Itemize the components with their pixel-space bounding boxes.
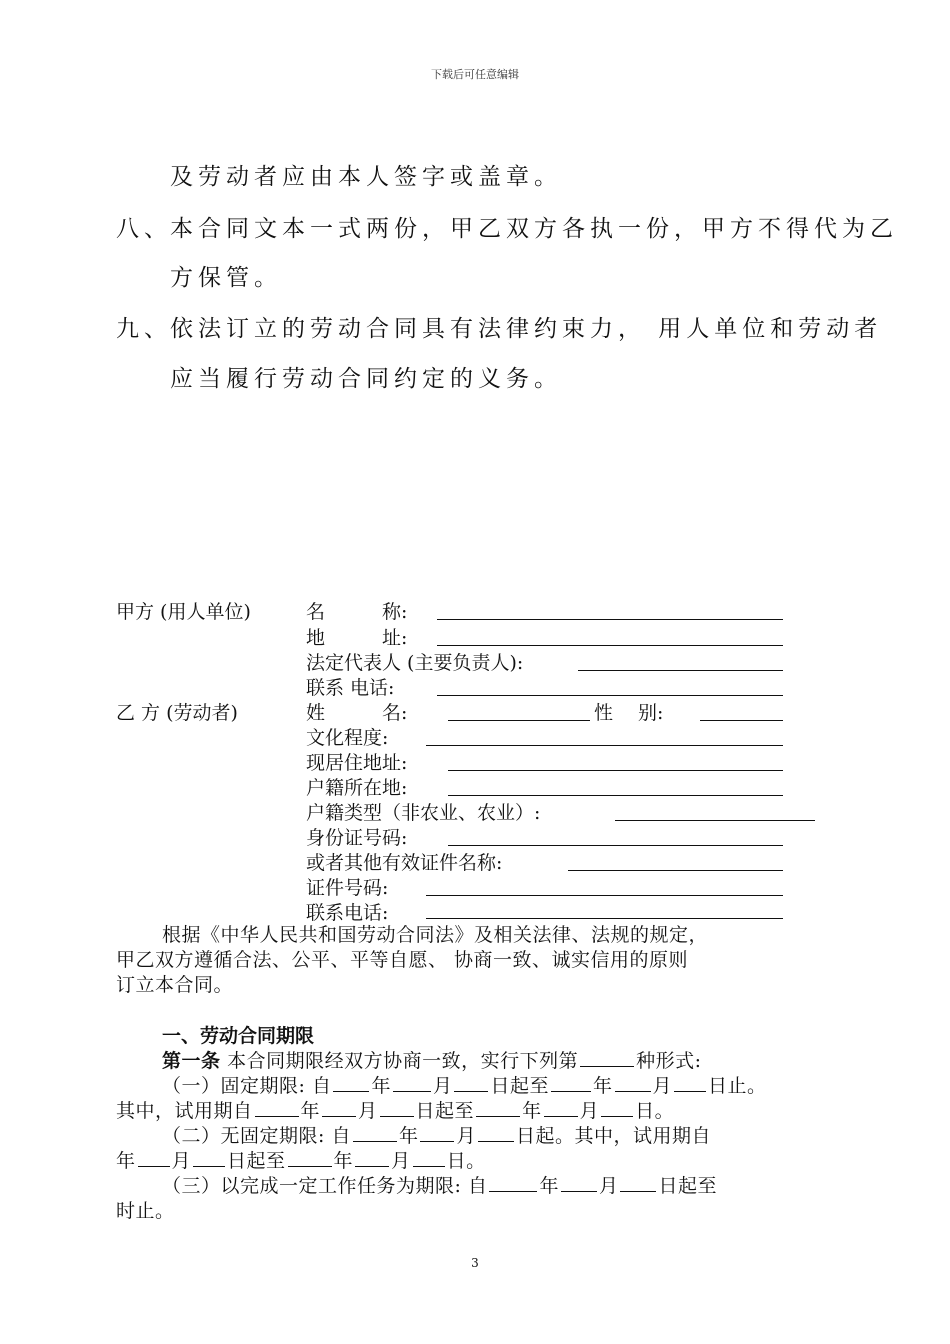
party-b-hukou-type-label: 户籍类型（非农业、农业）:	[306, 802, 541, 824]
section-1-title: 一、劳动合同期限	[162, 1025, 315, 1047]
clause-8-line2: 方保管。	[170, 265, 282, 291]
blank[interactable]	[674, 1073, 706, 1092]
party-a-address-field[interactable]	[437, 645, 783, 646]
party-a-address-label: 地 址:	[306, 627, 408, 649]
party-b-name-label: 姓 名:	[306, 702, 408, 724]
word-month: 月	[579, 1100, 600, 1122]
word-day-from-to: 日起至	[658, 1175, 717, 1197]
word-month: 月	[171, 1150, 192, 1172]
blank[interactable]	[355, 1148, 389, 1167]
trial-text: 其中，试用期自	[574, 1125, 712, 1147]
option-3-line	[162, 1171, 717, 1198]
blank[interactable]	[551, 1073, 591, 1092]
word-year: 年	[116, 1150, 136, 1172]
party-a-legal-rep-field[interactable]	[578, 670, 783, 671]
preamble-line3: 订立本合同。	[116, 974, 234, 996]
party-b-cert-no-field[interactable]	[426, 895, 783, 896]
article-1-tail: 种形式:	[636, 1050, 702, 1072]
party-b-id-label: 身份证号码:	[306, 827, 408, 849]
party-a-legal-rep-label: 法定代表人 (主要负责人):	[306, 652, 524, 674]
clause-continuation: 及劳动者应由本人签字或盖章。	[170, 164, 562, 190]
clause-9-line1: 依法订立的劳动合同具有法律约束力， 用人单位和劳动者	[170, 316, 883, 342]
party-b-label: 乙 方 (劳动者)	[116, 702, 238, 724]
party-b-id-field[interactable]	[448, 845, 783, 846]
preamble-line2: 甲乙双方遵循合法、公平、平等自愿、 协商一致、诚实信用的原则	[116, 949, 689, 971]
blank[interactable]	[489, 1173, 537, 1192]
page-header: 下载后可任意编辑	[431, 68, 519, 81]
clause-9-number: 九、	[116, 316, 172, 342]
blank[interactable]	[454, 1073, 488, 1092]
party-b-hukou-type-field[interactable]	[615, 820, 815, 821]
party-b-other-id-field[interactable]	[568, 870, 783, 871]
word-year: 年	[522, 1100, 542, 1122]
form-choice-blank[interactable]	[580, 1048, 634, 1067]
blank[interactable]	[478, 1123, 514, 1142]
party-a-name-field[interactable]	[437, 619, 783, 620]
word-month: 月	[391, 1150, 411, 1172]
blank[interactable]	[393, 1073, 431, 1092]
party-a-label: 甲方 (用人单位)	[116, 601, 251, 623]
word-year: 年	[593, 1075, 613, 1097]
option-3-text: （三）以完成一定工作任务为期限: 自	[162, 1175, 488, 1197]
word-year: 年	[398, 1125, 419, 1147]
word-month: 月	[432, 1075, 453, 1097]
party-b-gender-field[interactable]	[700, 720, 783, 721]
word-day-from-to: 日起至	[415, 1100, 475, 1122]
word-day-dot: 日。	[446, 1150, 486, 1172]
party-b-cert-no-label: 证件号码:	[306, 877, 389, 899]
option-2-line	[162, 1121, 711, 1148]
word-year: 年	[300, 1100, 321, 1122]
article-1-text: 本合同期限经双方协商一致，实行下列第	[227, 1050, 579, 1072]
word-day-from-to: 日起至	[490, 1075, 549, 1097]
blank[interactable]	[288, 1148, 332, 1167]
clause-9-line2: 应当履行劳动合同约定的义务。	[170, 366, 562, 392]
party-b-education-field[interactable]	[426, 745, 783, 746]
blank[interactable]	[620, 1173, 656, 1192]
option-1-trial-line	[116, 1096, 674, 1123]
blank[interactable]	[413, 1148, 445, 1167]
word-day-from-to: 日起至	[227, 1150, 286, 1172]
word-year: 年	[539, 1175, 559, 1197]
party-b-contact-field[interactable]	[426, 918, 783, 919]
party-a-name-label: 名 称:	[306, 601, 408, 623]
party-b-education-label: 文化程度:	[306, 727, 389, 749]
blank[interactable]	[476, 1098, 520, 1117]
option-2-trial-line	[116, 1146, 486, 1173]
option-1-line	[162, 1071, 767, 1098]
party-b-hukou-label: 户籍所在地:	[306, 777, 408, 799]
word-month: 月	[456, 1125, 476, 1147]
word-month: 月	[358, 1100, 378, 1122]
trial-text: 其中，试用期自	[116, 1100, 253, 1122]
blank[interactable]	[601, 1098, 633, 1117]
word-day-from: 日起。	[515, 1125, 575, 1147]
party-b-gender-label: 性 别:	[594, 702, 664, 724]
party-b-residence-field[interactable]	[448, 770, 783, 771]
blank[interactable]	[322, 1098, 356, 1117]
option-1-text: （一）固定期限: 自	[162, 1075, 332, 1097]
blank[interactable]	[544, 1098, 578, 1117]
blank[interactable]	[380, 1098, 414, 1117]
party-b-name-field[interactable]	[448, 720, 590, 721]
blank[interactable]	[420, 1123, 454, 1142]
word-day-end: 日止。	[708, 1075, 767, 1097]
blank[interactable]	[561, 1173, 597, 1192]
word-day-dot: 日。	[635, 1100, 675, 1122]
clause-8-line1: 本合同文本一式两份，甲乙双方各执一份，甲方不得代为乙	[170, 216, 898, 242]
blank[interactable]	[353, 1123, 397, 1142]
blank[interactable]	[333, 1073, 369, 1092]
blank[interactable]	[615, 1073, 651, 1092]
blank[interactable]	[255, 1098, 299, 1117]
party-a-phone-field[interactable]	[437, 695, 783, 696]
article-1-line	[162, 1046, 701, 1073]
party-a-phone-label: 联系 电话:	[306, 677, 395, 699]
word-year: 年	[333, 1150, 354, 1172]
blank[interactable]	[193, 1148, 225, 1167]
preamble-line1: 根据《中华人民共和国劳动合同法》及相关法律、法规的规定，	[162, 924, 709, 946]
party-b-contact-label: 联系电话:	[306, 902, 389, 924]
page-number: 3	[471, 1256, 479, 1270]
option-2-text: （二）无固定期限: 自	[162, 1125, 351, 1147]
party-b-residence-label: 现居住地址:	[306, 752, 408, 774]
word-month: 月	[598, 1175, 619, 1197]
option-3-tail: 时止。	[116, 1200, 175, 1222]
party-b-hukou-field[interactable]	[448, 795, 783, 796]
clause-8-number: 八、	[116, 216, 172, 242]
article-1-label: 第一条	[162, 1050, 221, 1072]
word-month: 月	[652, 1075, 673, 1097]
party-b-other-id-label: 或者其他有效证件名称:	[306, 852, 503, 874]
blank[interactable]	[138, 1148, 170, 1167]
word-year: 年	[371, 1075, 391, 1097]
